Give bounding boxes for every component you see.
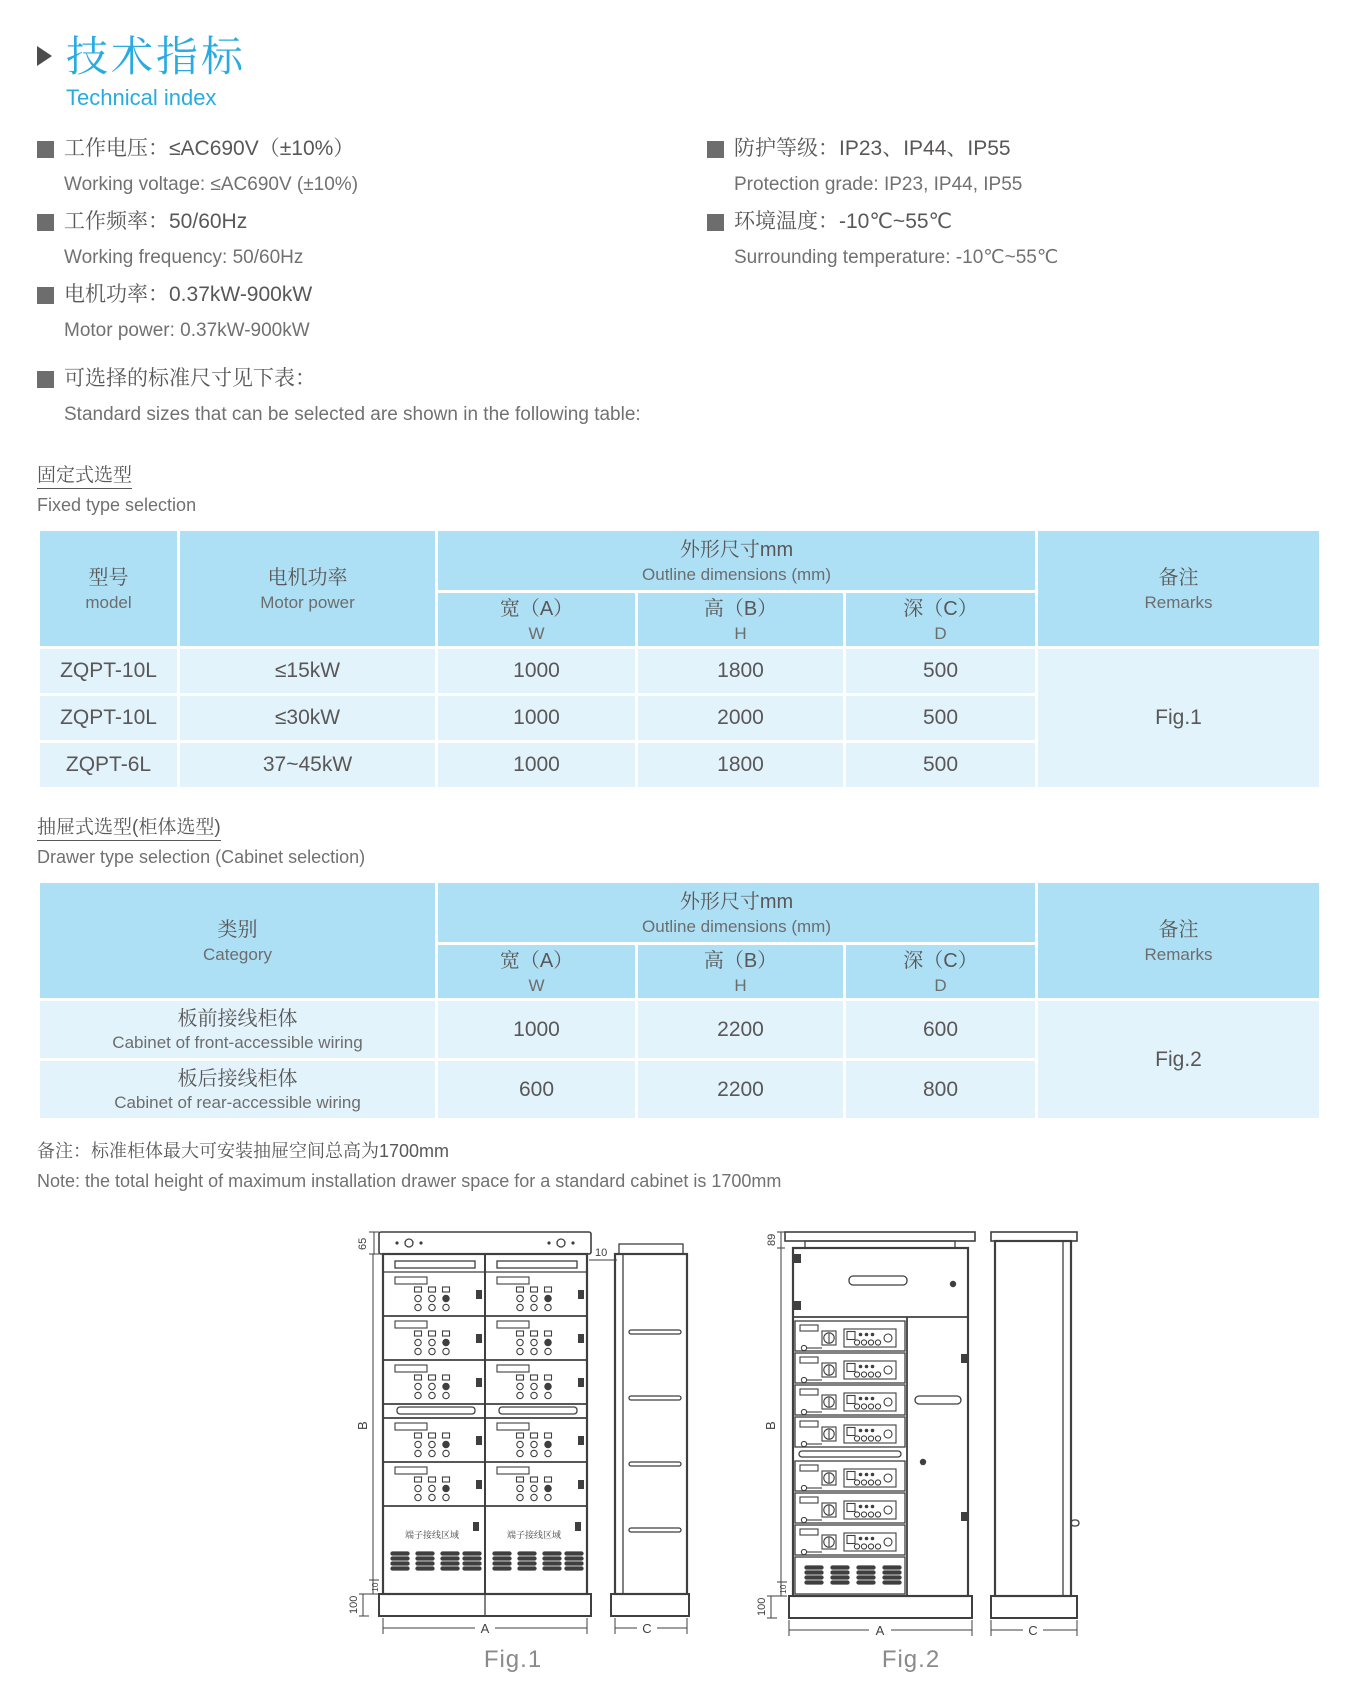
spec-item-working-voltage xyxy=(37,135,697,197)
cell-height: 2000 xyxy=(637,695,845,742)
fig2-dim-89: 89 xyxy=(766,1234,778,1247)
col-header-width: 宽（A） W xyxy=(437,592,637,648)
spec-en-text: Motor power: 0.37kW-900kW xyxy=(64,319,310,341)
spec-cn-text: 电机功率：0.37kW-900kW xyxy=(64,283,313,307)
title-arrow-icon xyxy=(37,46,52,66)
spec-item-protection-grade xyxy=(707,135,1322,197)
table-row xyxy=(39,1000,1321,1060)
col-header-outline-dimensions: 外形尺寸mm Outline dimensions (mm) xyxy=(437,882,1037,944)
footnote xyxy=(37,1137,1322,1192)
cell-remark: Fig.2 xyxy=(1037,1000,1321,1120)
page-subtitle: Technical index xyxy=(66,85,217,111)
figures-area xyxy=(37,1204,1322,1674)
spec-item-standard-sizes xyxy=(37,365,697,427)
fig1-caption: Fig.1 xyxy=(483,1646,543,1674)
section-label-drawer xyxy=(37,812,1322,868)
fig1-dim-A: A xyxy=(480,1621,490,1637)
spec-column-right xyxy=(697,135,1322,438)
col-header-depth: 深（C） D xyxy=(845,592,1037,648)
fig2-caption: Fig.2 xyxy=(881,1646,941,1674)
col-header-height: 高（B） H xyxy=(637,944,845,1000)
fig2-front-view xyxy=(785,1232,975,1618)
fig2-dim-B: B xyxy=(763,1421,778,1431)
bullet-square-icon xyxy=(37,371,54,388)
col-header-motor-power: 电机功率 Motor power xyxy=(179,530,437,648)
col-header-model: 型号 model xyxy=(39,530,179,648)
table-header-row xyxy=(39,882,1321,944)
section-title-cn: 固定式选型 xyxy=(37,460,132,489)
drawer-type-table xyxy=(37,880,1322,1121)
fig1-dim-C: C xyxy=(642,1621,652,1637)
section-title-cn: 抽屉式选型(柜体选型) xyxy=(37,812,221,841)
fig1-dim-100: 100 xyxy=(348,1595,360,1615)
figure-2 xyxy=(741,1204,1081,1674)
fig1-side-view xyxy=(611,1244,689,1616)
spec-en-text: Surrounding temperature: -10℃~55℃ xyxy=(734,246,1059,268)
footnote-cn: 备注：标准柜体最大可安装抽屉空间总高为1700mm xyxy=(37,1141,450,1162)
cell-depth: 500 xyxy=(845,648,1037,695)
table-header-row xyxy=(39,530,1321,592)
bullet-square-icon xyxy=(37,141,54,158)
col-header-depth: 深（C） D xyxy=(845,944,1037,1000)
cell-height: 1800 xyxy=(637,742,845,789)
fig1-dim-10-top: 10 xyxy=(595,1247,608,1260)
cell-category: 板后接线柜体 Cabinet of rear-accessible wiring xyxy=(39,1060,437,1120)
fig1-dim-10-bottom: 10 xyxy=(370,1582,380,1593)
bullet-square-icon xyxy=(37,214,54,231)
page-title: 技术指标 xyxy=(66,33,247,80)
figure-1 xyxy=(333,1204,693,1674)
section-title-en: Drawer type selection (Cabinet selection) xyxy=(37,847,366,868)
fig2-dim-10: 10 xyxy=(778,1584,788,1595)
cell-width: 1000 xyxy=(437,695,637,742)
col-header-height: 高（B） H xyxy=(637,592,845,648)
bullet-square-icon xyxy=(37,287,54,304)
cell-model: ZQPT-6L xyxy=(39,742,179,789)
cell-depth: 600 xyxy=(845,1000,1037,1060)
cell-motor-power: ≤15kW xyxy=(179,648,437,695)
cell-width: 1000 xyxy=(437,648,637,695)
fig1-dim-65: 65 xyxy=(357,1238,369,1251)
col-header-remarks: 备注 Remarks xyxy=(1037,882,1321,1000)
col-header-category: 类别 Category xyxy=(39,882,437,1000)
fixed-type-table xyxy=(37,528,1322,790)
cell-depth: 500 xyxy=(845,742,1037,789)
spec-cn-text: 工作电压：≤AC690V（±10%） xyxy=(64,137,355,161)
spec-column-left xyxy=(37,135,697,438)
col-header-width: 宽（A） W xyxy=(437,944,637,1000)
bullet-square-icon xyxy=(707,141,724,158)
col-header-remarks: 备注 Remarks xyxy=(1037,530,1321,648)
spec-en-text: Working voltage: ≤AC690V (±10%) xyxy=(64,173,359,195)
spec-list xyxy=(37,135,1322,438)
page-header xyxy=(37,34,1322,80)
fig1-dimension-labels xyxy=(348,1238,652,1636)
spec-item-surrounding-temperature xyxy=(707,208,1322,270)
cell-motor-power: ≤30kW xyxy=(179,695,437,742)
fig1-dim-B: B xyxy=(355,1421,370,1431)
col-header-outline-dimensions: 外形尺寸mm Outline dimensions (mm) xyxy=(437,530,1037,592)
fig2-dim-100: 100 xyxy=(756,1597,768,1617)
cell-model: ZQPT-10L xyxy=(39,695,179,742)
spec-cn-text: 工作频率：50/60Hz xyxy=(64,210,248,234)
cell-remark: Fig.1 xyxy=(1037,648,1321,789)
spec-en-text: Working frequency: 50/60Hz xyxy=(64,246,304,268)
spec-en-text: Standard sizes that can be selected are shown in the following table: xyxy=(64,403,641,425)
fig2-dim-C: C xyxy=(1028,1623,1038,1639)
cell-width: 600 xyxy=(437,1060,637,1120)
cell-model: ZQPT-10L xyxy=(39,648,179,695)
cell-depth: 800 xyxy=(845,1060,1037,1120)
spec-item-motor-power xyxy=(37,281,697,343)
fig1-terminal-area-label: 端子接线区域 xyxy=(506,1530,562,1541)
section-title-en: Fixed type selection xyxy=(37,495,197,516)
cell-category: 板前接线柜体 Cabinet of front-accessible wiring xyxy=(39,1000,437,1060)
spec-cn-text: 可选择的标准尺寸见下表： xyxy=(64,367,316,391)
cell-width: 1000 xyxy=(437,1000,637,1060)
section-label-fixed xyxy=(37,460,1322,516)
cell-height: 2200 xyxy=(637,1000,845,1060)
spec-item-working-frequency xyxy=(37,208,697,270)
cell-width: 1000 xyxy=(437,742,637,789)
bullet-square-icon xyxy=(707,214,724,231)
spec-en-text: Protection grade: IP23, IP44, IP55 xyxy=(734,173,1023,195)
table-row xyxy=(39,648,1321,695)
spec-cn-text: 环境温度：-10℃~55℃ xyxy=(734,210,953,234)
spec-cn-text: 防护等级：IP23、IP44、IP55 xyxy=(734,137,1011,161)
footnote-en: Note: the total height of maximum installation drawer space for a standard cabinet is 1700mm xyxy=(37,1171,782,1192)
fig1-terminal-area-label: 端子接线区域 xyxy=(404,1530,460,1541)
cell-motor-power: 37~45kW xyxy=(179,742,437,789)
fig1-front-view xyxy=(379,1232,591,1616)
fig2-side-view xyxy=(991,1232,1079,1618)
fig1-drawing xyxy=(333,1204,693,1644)
cell-depth: 500 xyxy=(845,695,1037,742)
cell-height: 1800 xyxy=(637,648,845,695)
cell-height: 2200 xyxy=(637,1060,845,1120)
fig2-dim-A: A xyxy=(875,1623,885,1639)
fig2-drawing xyxy=(741,1204,1081,1644)
